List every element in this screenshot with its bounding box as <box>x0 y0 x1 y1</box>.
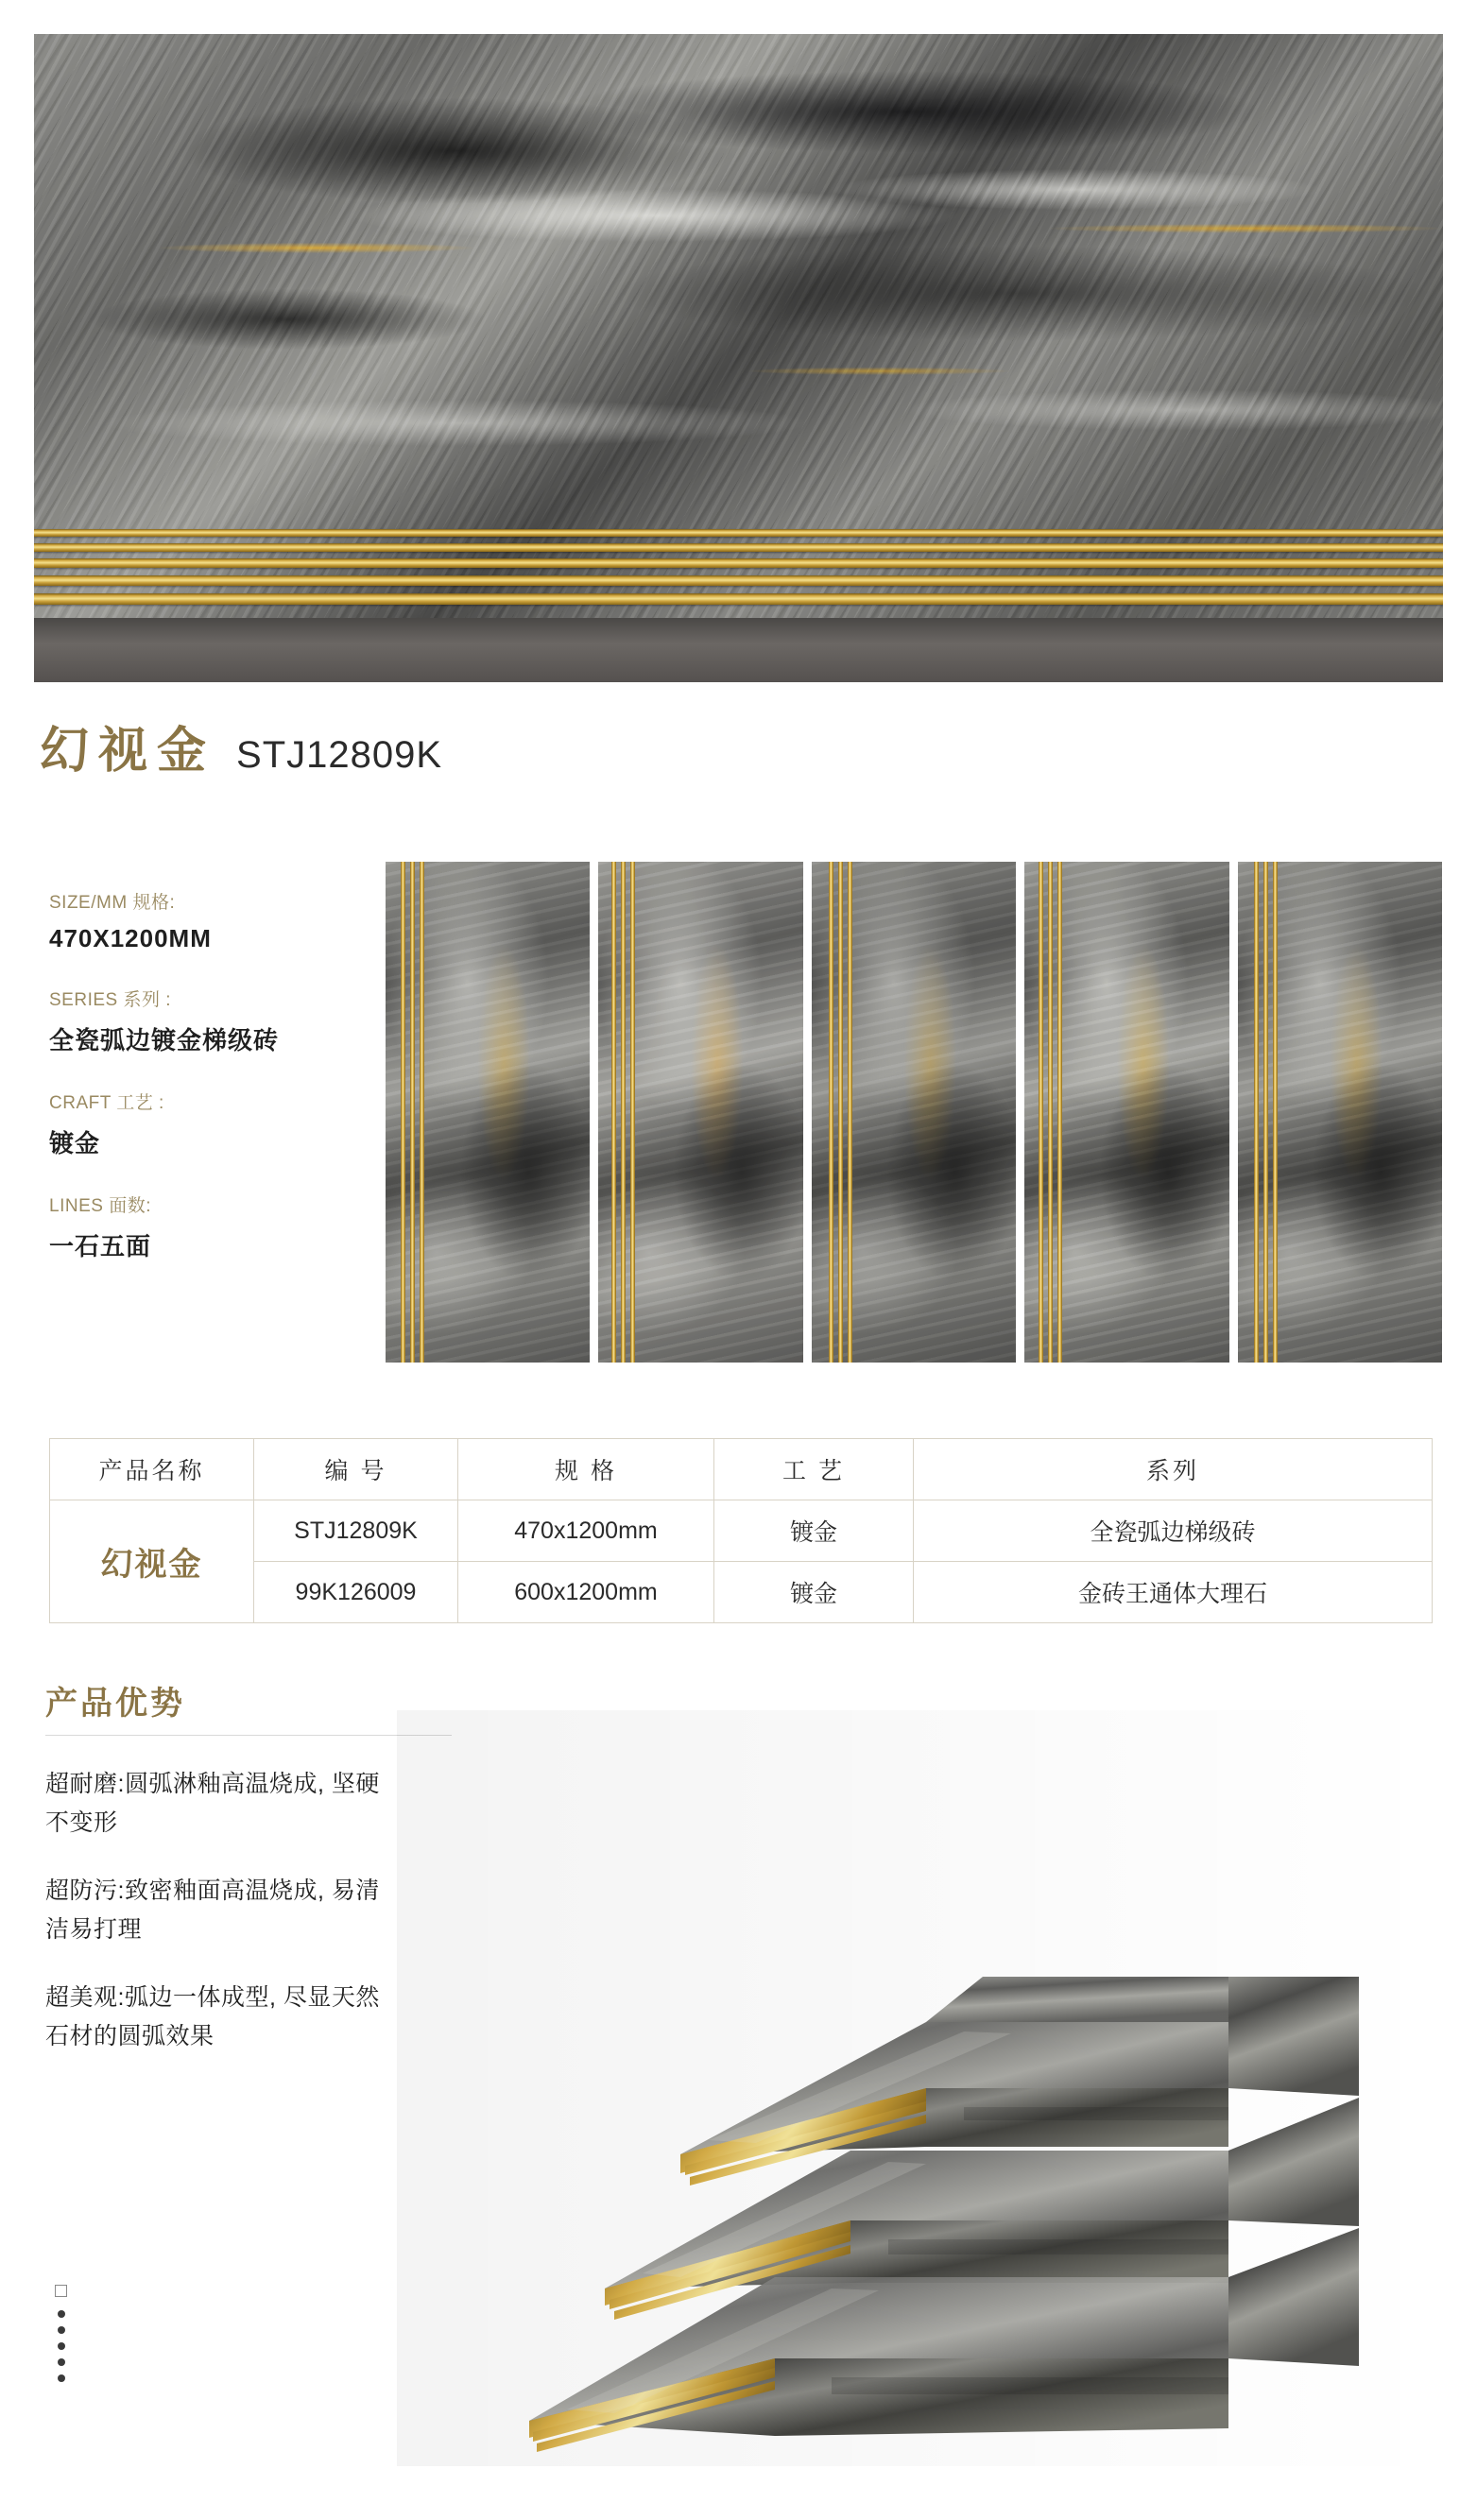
spec-table <box>49 1438 1433 1623</box>
spec-lines-value: 一石五面 <box>49 1232 152 1260</box>
hero-gold-bands <box>34 527 1443 618</box>
cell-craft: 镀金 <box>714 1500 914 1562</box>
page-title <box>40 711 442 781</box>
pager-dot[interactable] <box>58 2310 65 2318</box>
th-product-name: 产品名称 <box>50 1439 254 1500</box>
product-code: STJ12809K <box>236 734 443 776</box>
spec-size <box>49 888 361 953</box>
spec-size-label: SIZE/MM 规格: <box>49 893 176 913</box>
pager-dot[interactable] <box>58 2374 65 2382</box>
cell-series: 全瓷弧边梯级砖 <box>914 1500 1433 1562</box>
advantage-item: 超防污:致密釉面高温烧成, 易清洁易打理 <box>45 1877 380 1943</box>
spec-series-value: 全瓷弧边镀金梯级砖 <box>49 1026 280 1054</box>
advantages-list <box>45 1765 386 2085</box>
cell-code: STJ12809K <box>254 1500 458 1562</box>
spec-lines-label: LINES 面数: <box>49 1196 151 1216</box>
cell-code: 99K126009 <box>254 1562 458 1623</box>
th-series: 系列 <box>914 1439 1433 1500</box>
product-name-cn: 幻视金 <box>40 722 216 780</box>
pager-dot[interactable] <box>58 2342 65 2350</box>
pager-dot[interactable] <box>58 2326 65 2334</box>
spec-craft-value: 镀金 <box>49 1129 101 1157</box>
advantages-divider <box>45 1735 452 1736</box>
spec-series <box>49 986 361 1056</box>
spec-craft-label: CRAFT 工艺 : <box>49 1093 164 1113</box>
cell-size: 600x1200mm <box>458 1562 714 1623</box>
advantage-item: 超美观:弧边一体成型, 尽显天然石材的圆弧效果 <box>45 1984 380 2049</box>
th-craft: 工 艺 <box>714 1439 914 1500</box>
cell-craft: 镀金 <box>714 1562 914 1623</box>
cell-series: 金砖王通体大理石 <box>914 1562 1433 1623</box>
tile-swatch[interactable] <box>812 862 1016 1363</box>
spec-size-value: 470X1200MM <box>49 924 212 952</box>
spec-craft <box>49 1089 361 1159</box>
th-code: 编 号 <box>254 1439 458 1500</box>
spec-list <box>49 888 361 1294</box>
table-brand-cell: 幻视金 <box>50 1500 254 1623</box>
th-size: 规 格 <box>458 1439 714 1500</box>
pager-dots[interactable] <box>55 2285 67 2382</box>
stair-illustration <box>397 1710 1446 2466</box>
table-header-row <box>50 1439 1433 1500</box>
tile-swatch[interactable] <box>598 862 802 1363</box>
table-row <box>50 1500 1433 1562</box>
hero-banner-image <box>34 34 1443 682</box>
tile-swatch[interactable] <box>386 862 590 1363</box>
pager-frame-icon <box>55 2285 67 2297</box>
hero-bottom-edge <box>34 618 1443 682</box>
spec-lines <box>49 1191 361 1262</box>
pager-dot[interactable] <box>58 2358 65 2366</box>
tile-variant-strip <box>386 862 1442 1363</box>
advantages-title: 产品优势 <box>45 1685 185 1723</box>
tile-swatch[interactable] <box>1238 862 1442 1363</box>
stair-render-image <box>397 1710 1446 2466</box>
table-row <box>50 1562 1433 1623</box>
cell-size: 470x1200mm <box>458 1500 714 1562</box>
advantage-item: 超耐磨:圆弧淋釉高温烧成, 坚硬不变形 <box>45 1771 380 1836</box>
tile-swatch[interactable] <box>1024 862 1228 1363</box>
spec-series-label: SERIES 系列 : <box>49 990 172 1010</box>
